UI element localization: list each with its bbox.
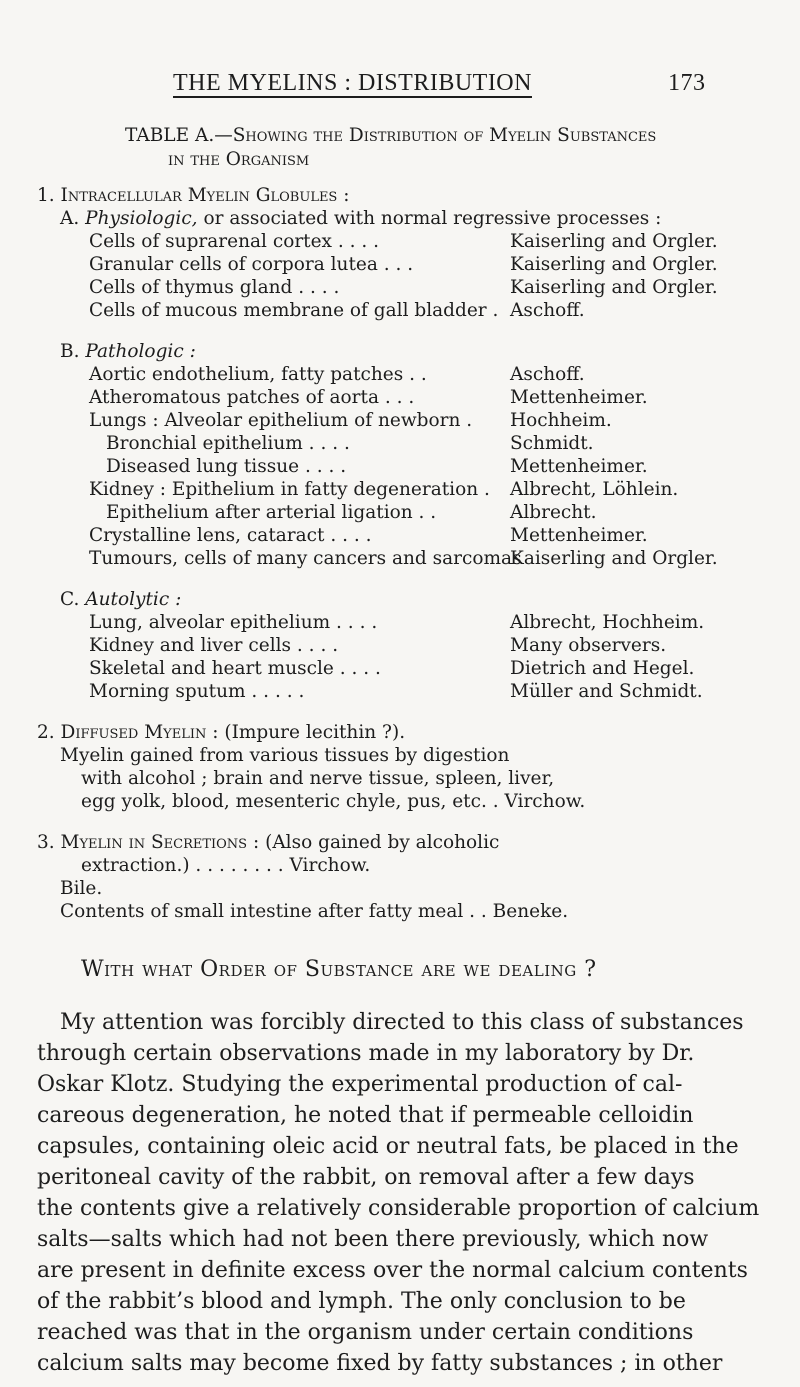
subsection-b-italic: Pathologic : <box>85 341 196 362</box>
body-line-8: are present in definite excess over the normal calcium contents <box>37 1258 748 1283</box>
subsection-b-heading <box>60 341 196 363</box>
row-a-2-source: Kaiserling and Orgler. <box>510 277 718 298</box>
body-line-6: the contents give a relatively considerable proportion of calcium <box>37 1196 760 1221</box>
row-c-1-item: Kidney and liver cells . . . . <box>89 635 339 656</box>
row-b-6-source: Albrecht. <box>510 502 597 523</box>
section3-heading-rest: (Also gained by alcoholic <box>265 832 500 853</box>
body-line-9: of the rabbit’s blood and lymph. The only conclusion to be <box>37 1289 686 1314</box>
row-b-3-item: Bronchial epithelium . . . . <box>106 433 350 454</box>
section2-line-1: with alcohol ; brain and nerve tissue, spleen, liver, <box>81 768 555 789</box>
row-c-2-item: Skeletal and heart muscle . . . . <box>89 658 381 679</box>
section3-line-2: Contents of small intestine after fatty meal . . Beneke. <box>60 901 569 922</box>
subsection-c-heading <box>60 589 181 611</box>
subsection-a-italic: Physiologic, <box>85 208 198 229</box>
question-heading: With what Order of Substance are we dealing ? <box>81 957 597 982</box>
row-b-2-source: Hochheim. <box>510 410 612 431</box>
subsection-a-heading <box>60 208 661 230</box>
body-line-0: My attention was forcibly directed to this class of substances <box>60 1010 744 1035</box>
body-line-3: careous degeneration, he noted that if permeable celloidin <box>37 1103 694 1128</box>
row-b-8-item: Tumours, cells of many cancers and sarcomas <box>89 548 522 569</box>
row-c-2-source: Dietrich and Hegel. <box>510 658 695 679</box>
section3-heading <box>37 832 499 854</box>
row-b-3-source: Schmidt. <box>510 433 594 454</box>
row-b-0-item: Aortic endothelium, fatty patches . . <box>89 364 427 385</box>
section3-line-0: extraction.) . . . . . . . . Virchow. <box>81 855 371 876</box>
row-a-2-item: Cells of thymus gland . . . . <box>89 277 340 298</box>
section2-heading-title: 2. Diffused Myelin : <box>37 722 219 743</box>
section2-line-2: egg yolk, blood, mesenteric chyle, pus, etc. . Virchow. <box>81 791 586 812</box>
row-c-0-item: Lung, alveolar epithelium . . . . <box>89 612 378 633</box>
row-b-7-item: Crystalline lens, cataract . . . . <box>89 525 372 546</box>
body-line-7: salts—salts which had not been there previously, which now <box>37 1227 709 1252</box>
subsection-c-label: C. <box>60 589 80 610</box>
body-line-11: calcium salts may become fixed by fatty substances ; in other <box>37 1351 723 1376</box>
row-b-4-source: Mettenheimer. <box>510 456 648 477</box>
section1-heading: 1. Intracellular Myelin Globules : <box>37 185 350 206</box>
row-a-3-item: Cells of mucous membrane of gall bladder . <box>89 300 499 321</box>
body-line-1: through certain observations made in my laboratory by Dr. <box>37 1041 695 1066</box>
row-a-1-source: Kaiserling and Orgler. <box>510 254 718 275</box>
row-b-2-item: Lungs : Alveolar epithelium of newborn . <box>89 410 473 431</box>
subsection-a-label: A. <box>60 208 80 229</box>
row-c-3-item: Morning sputum . . . . . <box>89 681 305 702</box>
body-line-10: reached was that in the organism under certain conditions <box>37 1320 694 1345</box>
row-a-1-item: Granular cells of corpora lutea . . . <box>89 254 414 275</box>
body-line-2: Oskar Klotz. Studying the experimental production of cal- <box>37 1072 683 1097</box>
row-b-6-item: Epithelium after arterial ligation . . <box>106 502 437 523</box>
row-b-5-item: Kidney : Epithelium in fatty degeneration . <box>89 479 490 500</box>
section3-line-1: Bile. <box>60 878 103 899</box>
row-a-0-item: Cells of suprarenal cortex . . . . <box>89 231 380 252</box>
running-head-title: THE MYELINS : DISTRIBUTION <box>173 70 532 96</box>
section2-heading-rest: (Impure lecithin ?). <box>224 722 406 743</box>
row-b-8-source: Kaiserling and Orgler. <box>510 548 718 569</box>
page-number: 173 <box>668 70 706 96</box>
table-title-line1 <box>125 125 656 147</box>
row-c-3-source: Müller and Schmidt. <box>510 681 703 702</box>
row-b-1-item: Atheromatous patches of aorta . . . <box>89 387 415 408</box>
row-b-1-source: Mettenheimer. <box>510 387 648 408</box>
row-b-0-source: Aschoff. <box>510 364 585 385</box>
row-a-3-source: Aschoff. <box>510 300 585 321</box>
table-title-line2: in the Organism <box>168 149 310 170</box>
body-line-5: peritoneal cavity of the rabbit, on removal after a few days <box>37 1165 695 1190</box>
table-title-text: TABLE A.—Showing the Distribution of Myelin Substances <box>125 125 657 146</box>
row-b-4-item: Diseased lung tissue . . . . <box>106 456 347 477</box>
body-line-4: capsules, containing oleic acid or neutral fats, be placed in the <box>37 1134 739 1159</box>
section2-line-0: Myelin gained from various tissues by digestion <box>60 745 510 766</box>
row-b-5-source: Albrecht, Löhlein. <box>510 479 679 500</box>
row-c-1-source: Many observers. <box>510 635 667 656</box>
section3-heading-title: 3. Myelin in Secretions : <box>37 832 260 853</box>
subsection-a-rest: or associated with normal regressive processes : <box>203 208 662 229</box>
subsection-c-italic: Autolytic : <box>85 589 182 610</box>
subsection-b-label: B. <box>60 341 80 362</box>
row-c-0-source: Albrecht, Hochheim. <box>510 612 705 633</box>
row-b-7-source: Mettenheimer. <box>510 525 648 546</box>
row-a-0-source: Kaiserling and Orgler. <box>510 231 718 252</box>
section2-heading <box>37 722 405 744</box>
